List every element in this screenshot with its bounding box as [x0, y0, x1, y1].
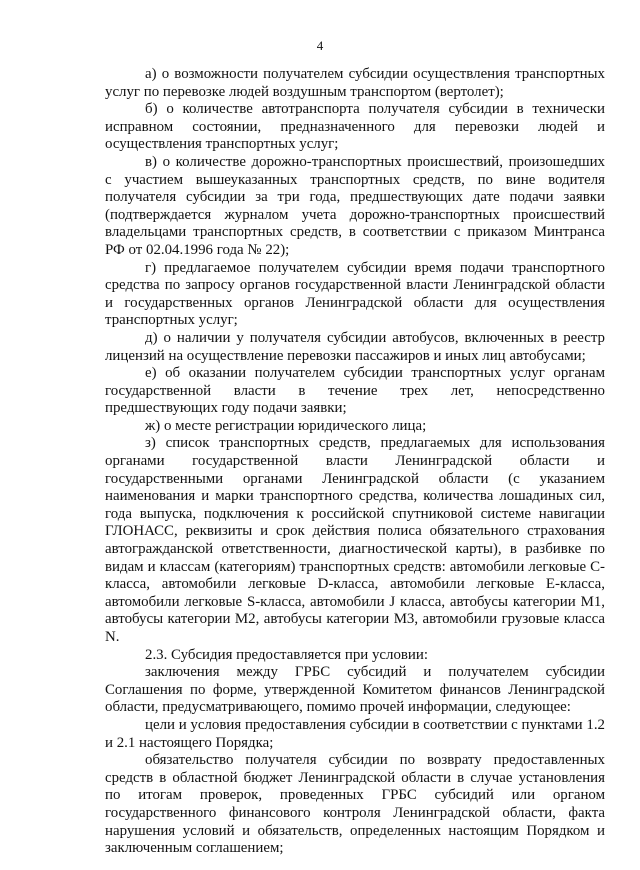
- paragraph-item-b: б) о количестве автотранспорта получателя субсидии в технически исправном состоянии, предназначенного для перевозки людей и осуществления транспортных услуг;: [105, 101, 605, 153]
- paragraph-refund-obligation: обязательство получателя субсидии по возврату предоставленных средств в областной бюджет Ленинградской области в случае установления по итогам проверок, проведенных ГРБС субсидий или органом государственного финансового контроля Ленинградской области, факта нарушения условий и обязательств, определенных настоящим Порядком и заключенным соглашением;: [105, 752, 605, 857]
- paragraph-item-e: е) об оказании получателем субсидии транспортных услуг органам государственной власти в течение трех лет, непосредственно предшествующих году подачи заявки;: [105, 365, 605, 417]
- paragraph-agreement-conclusion: заключения между ГРБС субсидий и получателем субсидии Соглашения по форме, утвержденной Комитетом финансов Ленинградской области, предусматривающего, помимо прочей информации, следующее:: [105, 664, 605, 716]
- document-body: [105, 66, 605, 858]
- paragraph-item-d: д) о наличии у получателя субсидии автобусов, включенных в реестр лицензий на осуществление перевозки пассажиров и иных лиц автобусами;: [105, 329, 605, 364]
- section-2-3-heading: 2.3. Субсидия предоставляется при условии:: [145, 646, 429, 663]
- page-number: 4: [316, 38, 324, 53]
- paragraph-goals-conditions: цели и условия предоставления субсидии в соответствии с пунктами 1.2 и 2.1 настоящего Порядка;: [105, 716, 605, 751]
- paragraph-item-g: г) предлагаемое получателем субсидии время подачи транспортного средства по запросу органов государственной власти Ленинградской области и государственных органов Ленинградской области для осуществления транспортных услуг;: [105, 259, 605, 329]
- paragraph-item-z: з) список транспортных средств, предлагаемых для использования органами государственной власти Ленинградской области и государственными органами Ленинградской области (с указанием наименования и марки транспортного средства, количества лошадиных сил, года выпуска, подключения к российской спутниковой системе навигации ГЛОНАСС, реквизиты и срок действия полиса обязательного страхования автогражданской ответственности, диагностической карты), в разбивке по видам и классам (категориям) транспортных средств: автомобили легковые С-класса, автомобили легковые D-класса, автомобили легковые E-класса, автомобили легковые S-класса, автомобили J класса, автобусы категории M1, автобусы категории M2, автобусы категории M3, автомобили грузовые класса N.: [105, 435, 605, 645]
- paragraph-item-v: в) о количестве дорожно-транспортных происшествий, произошедших с участием вышеуказанных транспортных средств, по вине водителя получателя субсидии за три года, предшествующих дате подачи заявки (подтверждается журналом учета дорожно-транспортных происшествий владельцами транспортных средств, в соответствии с приказом Минтранса РФ от 02.04.1996 года № 22);: [105, 153, 605, 258]
- paragraph-item-a: а) о возможности получателем субсидии осуществления транспортных услуг по перевозке людей воздушным транспортом (вертолет);: [105, 66, 605, 100]
- paragraph-item-zh: ж) о месте регистрации юридического лица;: [145, 417, 427, 434]
